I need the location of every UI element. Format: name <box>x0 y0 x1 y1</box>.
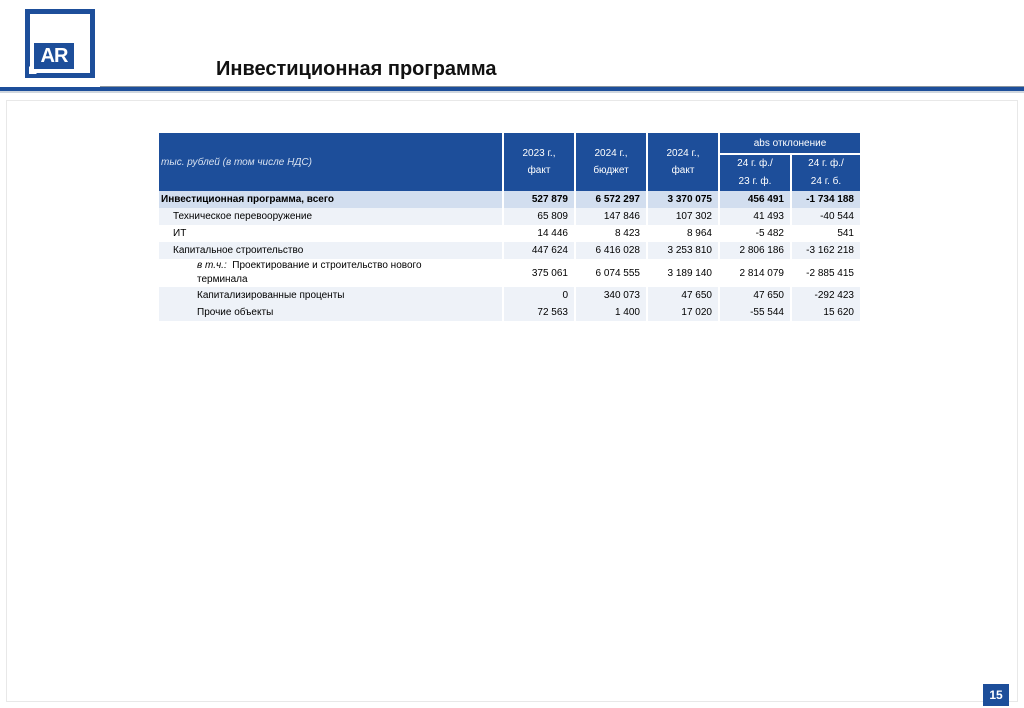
row-label-text: Проектирование и строительство нового <box>232 260 422 271</box>
col-header-2024-fact-line1: 2024 г., <box>666 148 700 159</box>
abs-col1-line2: 23 г. ф. <box>720 172 792 191</box>
cell-2024-fact: 107 302 <box>648 208 720 225</box>
col-header-2023-line1: 2023 г., <box>522 148 556 159</box>
col-header-2023-line2: факт <box>527 165 551 176</box>
table-row <box>159 242 860 259</box>
row-label: Прочие объекты <box>159 304 504 321</box>
company-logo <box>25 9 95 78</box>
cell-abs-1: 41 493 <box>720 208 792 225</box>
abs-deviation-header: abs отклонение <box>720 133 860 155</box>
col-header-2024-fact-line2: факт <box>671 165 695 176</box>
cell-2023: 72 563 <box>504 304 576 321</box>
logo-text: AR <box>34 43 74 69</box>
row-label: Капитализированные проценты <box>159 287 504 304</box>
cell-2024-budget: 6 074 555 <box>576 259 648 287</box>
cell-2024-fact: 3 189 140 <box>648 259 720 287</box>
cell-2024-budget: 147 846 <box>576 208 648 225</box>
unit-label: тыс. рублей (в том числе НДС) <box>159 133 504 191</box>
col-header-2024-budget-line2: бюджет <box>593 165 629 176</box>
cell-2024-budget: 1 400 <box>576 304 648 321</box>
cell-2023: 375 061 <box>504 259 576 287</box>
cell-2024-budget: 6 572 297 <box>576 191 648 208</box>
cell-abs-2: 15 620 <box>792 304 860 321</box>
cell-2024-budget: 340 073 <box>576 287 648 304</box>
cell-2023: 447 624 <box>504 242 576 259</box>
cell-2023: 65 809 <box>504 208 576 225</box>
cell-abs-1: 2 806 186 <box>720 242 792 259</box>
investment-table <box>159 133 860 321</box>
row-label-line2: терминала <box>197 274 248 285</box>
row-note: в т.ч.: <box>197 260 227 271</box>
table-row <box>159 287 860 304</box>
cell-abs-1: 456 491 <box>720 191 792 208</box>
cell-abs-1: -5 482 <box>720 225 792 242</box>
cell-abs-1: 47 650 <box>720 287 792 304</box>
cell-2024-budget: 8 423 <box>576 225 648 242</box>
cell-2023: 0 <box>504 287 576 304</box>
abs-col2-line2: 24 г. б. <box>792 172 860 191</box>
table-row <box>159 304 860 321</box>
row-label-line1 <box>197 259 496 273</box>
row-label: Капитальное строительство <box>159 242 504 259</box>
table-row <box>159 259 860 287</box>
header-rule-light <box>0 91 1024 93</box>
cell-abs-1: -55 544 <box>720 304 792 321</box>
table-row-total <box>159 191 860 208</box>
page-title: Инвестиционная программа <box>216 58 497 80</box>
abs-col2-line1: 24 г. ф./ <box>792 155 860 172</box>
cell-abs-2: -40 544 <box>792 208 860 225</box>
col-header-2024-fact <box>648 133 720 191</box>
page-number: 15 <box>983 684 1009 706</box>
row-label <box>159 259 504 287</box>
cell-abs-2: -2 885 415 <box>792 259 860 287</box>
col-header-2023 <box>504 133 576 191</box>
cell-2024-fact: 3 370 075 <box>648 191 720 208</box>
cell-abs-1: 2 814 079 <box>720 259 792 287</box>
row-label: ИТ <box>159 225 504 242</box>
cell-abs-2: -3 162 218 <box>792 242 860 259</box>
col-header-2024-budget-line1: 2024 г., <box>594 148 628 159</box>
cell-2024-fact: 8 964 <box>648 225 720 242</box>
cell-2024-fact: 3 253 810 <box>648 242 720 259</box>
abs-col1-line1: 24 г. ф./ <box>720 155 792 172</box>
table-row <box>159 208 860 225</box>
table-row <box>159 225 860 242</box>
cell-2024-budget: 6 416 028 <box>576 242 648 259</box>
cell-2023: 14 446 <box>504 225 576 242</box>
cell-abs-2: 541 <box>792 225 860 242</box>
cell-abs-2: -1 734 188 <box>792 191 860 208</box>
logo-corner-mark <box>29 66 37 74</box>
row-label: Техническое перевооружение <box>159 208 504 225</box>
table-header-row-1 <box>159 133 860 155</box>
col-header-2024-budget <box>576 133 648 191</box>
cell-2024-fact: 47 650 <box>648 287 720 304</box>
row-label: Инвестиционная программа, всего <box>159 191 504 208</box>
cell-abs-2: -292 423 <box>792 287 860 304</box>
cell-2023: 527 879 <box>504 191 576 208</box>
cell-2024-fact: 17 020 <box>648 304 720 321</box>
